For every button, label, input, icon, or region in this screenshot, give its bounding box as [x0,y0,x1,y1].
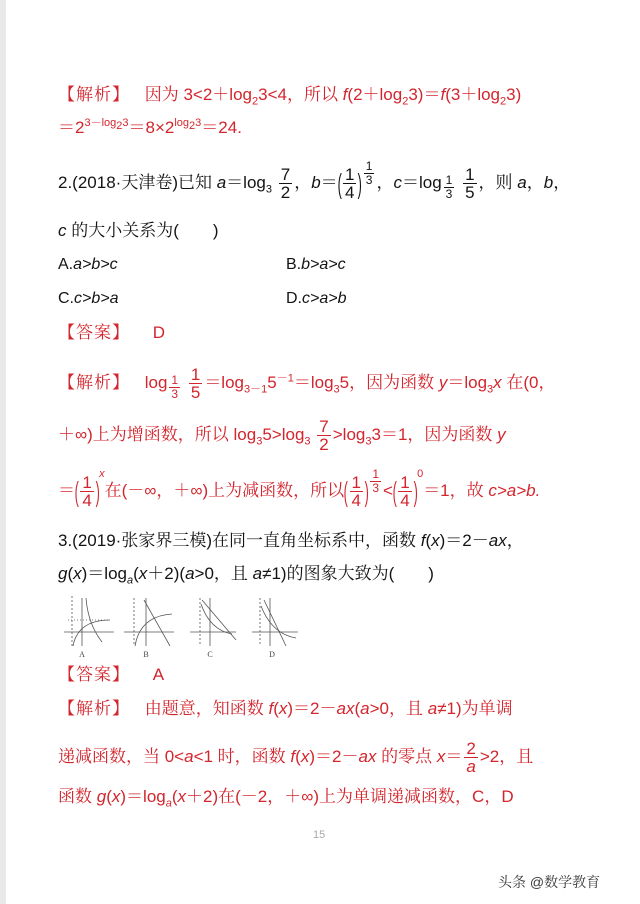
answer-graphs [60,590,300,660]
option-a[interactable]: A.a>b>c [58,256,118,273]
question-3-stem-line-1: 3.(2019·张家界三模)在同一直角坐标系中，函数 f(x)＝2－ax， [58,531,524,550]
answer-3-value: A [152,665,165,684]
graph-d[interactable] [252,598,298,646]
graph-b[interactable] [124,598,174,646]
graph-label-b: B [143,650,149,659]
page-number: 15 [313,829,326,841]
watermark: 头条 @数学教育 [498,874,601,890]
analysis-1-line-2: $=2^{3-log_23}=8\times 2^{log_23}=24$. [58,117,242,137]
analysis-2-line-3: ＝( $\frac{1}{4}$ )x在(－∞，＋∞)上为减函数，所以( $\frac{1}{4}$ ) $\frac{1}{3}$ <( $\frac{1}{4}$ )0＝1，故 c>a>b. [58,467,541,510]
analysis-3-line-1: 【解析】 由题意，知函数 f(x)＝2－ax(a>0，且 a≠1)为单调 [58,699,513,718]
answer-label: 【答案】 [58,323,130,342]
question-2-stem-line-1: 2.(2018·天津卷)已知 $a=\log_3$ $\frac{7}{2}$ ，b＝( $\frac{1}{4}$ ) $\frac{1}{3}$ ，c＝log $\frac{1}{3}$ $\frac{1}{5}$ ，则 a，b， [58,159,571,202]
fraction-7-2: $\frac{7}{2}$ [280,165,291,202]
graph-label-c: C [207,650,213,659]
option-c[interactable]: C.c>b>a [58,290,119,307]
fraction-1-5: $\frac{1}{5}$ [465,165,475,202]
graph-label-a: A [79,650,85,659]
analysis-1-line-1: 【解析】 因为 $3<2+\log_23<4$，所以 $f(2+\log_23)=f(3+\log_23)$ [58,85,522,108]
question-2-stem-line-2: c 的大小关系为( ) [58,221,219,240]
answer-2-value: D [152,323,166,342]
graph-a[interactable] [64,596,114,646]
analysis-3-line-3: 函数 $g(x)=\log_a(x+2)$在(－2，＋∞)上为单调递减函数，C，D [58,787,514,810]
question-3-stem-line-2: $g(x)=\log_a(x+2)(a>0$，且 a≠1)的图象大致为( ) [58,564,434,587]
exponent-1-3: $\frac{1}{3}$ [365,159,373,187]
analysis-2-line-2: ＋∞)上为增函数，所以 $\log_35>\log_3$ $\frac{7}{2}$ $>\log_33=1$，因为函数 y [58,417,506,454]
option-b[interactable]: B.b>a>c [286,256,346,273]
answer-3: 【答案】 A [58,665,165,684]
page-edge [0,0,6,904]
fraction-1-4: $\frac{1}{4}$ [344,165,355,202]
graph-c[interactable] [190,598,236,646]
analysis-2-line-1: 【解析】 log $\frac{1}{3}$ $\frac{1}{5}$ $=\log_{3-1}5^{-1}=\log_35$，因为函数 $y=\log_3x$ 在(0， [58,365,556,402]
log-base-1-3: $\frac{1}{3}$ [445,173,453,201]
option-d[interactable]: D.c>a>b [286,290,347,307]
answer-2 [58,322,165,344]
graph-options-figure [60,590,300,660]
analysis-label: 【解析】 [58,85,130,104]
graph-label-d: D [269,650,275,659]
analysis-3-line-2: 递减函数，当 0<a<1 时，函数 f(x)＝2－ax 的零点 x＝ $\frac{2}{a}$ >2，且 [58,739,534,776]
